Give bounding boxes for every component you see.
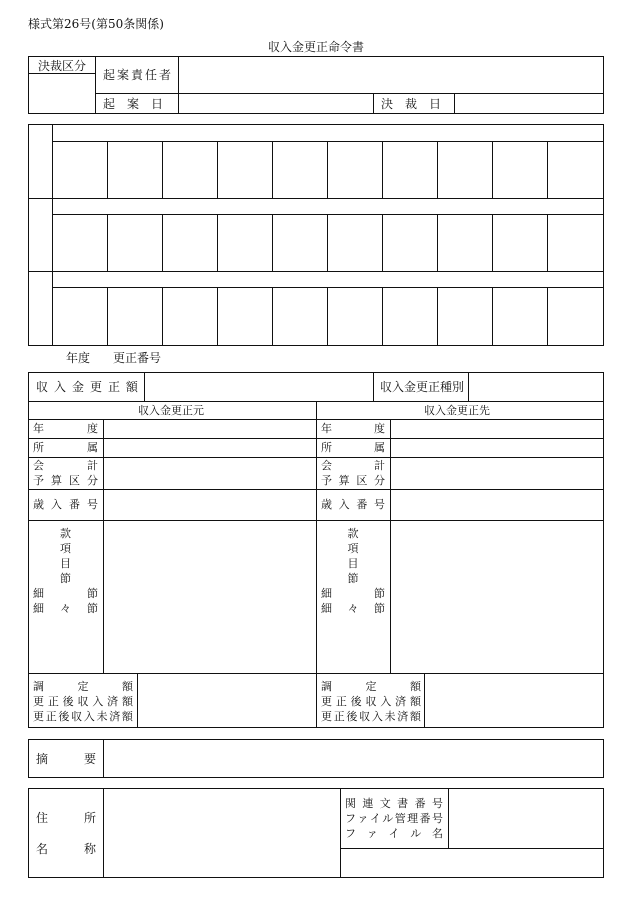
address-block bbox=[28, 788, 604, 878]
drafter-label: 起 案 責 任 者 bbox=[103, 68, 171, 82]
dest-account-label: 会 計 bbox=[321, 459, 385, 472]
draft-date-label: 起 案 日 bbox=[103, 97, 164, 111]
approval-category-label: 決裁区分 bbox=[38, 59, 87, 73]
address-label: 住 所 bbox=[36, 811, 96, 825]
dest-fiscal-year-label: 年 度 bbox=[321, 422, 385, 435]
page-title: 収入金更正命令書 bbox=[268, 40, 365, 54]
correction-number-label: 更正番号 bbox=[113, 351, 162, 365]
dest-revenue-number-label: 歳 入 番 号 bbox=[321, 498, 385, 511]
correction-type-label: 収入金更正種別 bbox=[380, 380, 465, 394]
source-revenue-number-label: 歳 入 番 号 bbox=[33, 498, 98, 511]
source-budget-category-label: 予 算 区 分 bbox=[33, 474, 98, 487]
file-info-labels: 関 連 文 書 番 号 フ ァ イ ル 管 理 番 号 フ ァ イ ル 名 bbox=[345, 797, 443, 840]
source-classification-list: 款 項 目 節 細 節 細 々 節 bbox=[33, 527, 98, 615]
dest-budget-category-label: 予 算 区 分 bbox=[321, 474, 385, 487]
correction-amount-label: 収 入 金 更 正 額 bbox=[36, 380, 138, 394]
seal-grid bbox=[28, 124, 604, 346]
correction-destination-heading: 収入金更正先 bbox=[424, 404, 490, 417]
source-fiscal-year-label: 年 度 bbox=[33, 422, 98, 435]
dest-department-label: 所 属 bbox=[321, 441, 385, 454]
summary-block bbox=[28, 739, 604, 778]
dest-classification-list: 款 項 目 節 細 節 細 々 節 bbox=[321, 527, 385, 615]
form-number: 様式第26号(第50条関係) bbox=[28, 17, 164, 31]
name-label: 名 称 bbox=[36, 842, 96, 856]
decision-date-label: 決 裁 日 bbox=[381, 97, 442, 111]
summary-label: 摘 要 bbox=[36, 752, 96, 766]
correction-source-heading: 収入金更正元 bbox=[138, 404, 204, 417]
dest-amounts-labels: 調 定 額 更 正 後 収 入 済 額 更 正 後 収 入 未 済 額 bbox=[321, 680, 421, 723]
source-department-label: 所 属 bbox=[33, 441, 98, 454]
source-amounts-labels: 調 定 額 更 正 後 収 入 済 額 更 正 後 収 入 未 済 額 bbox=[33, 680, 133, 723]
year-label: 年度 bbox=[66, 351, 91, 365]
source-account-label: 会 計 bbox=[33, 459, 98, 472]
